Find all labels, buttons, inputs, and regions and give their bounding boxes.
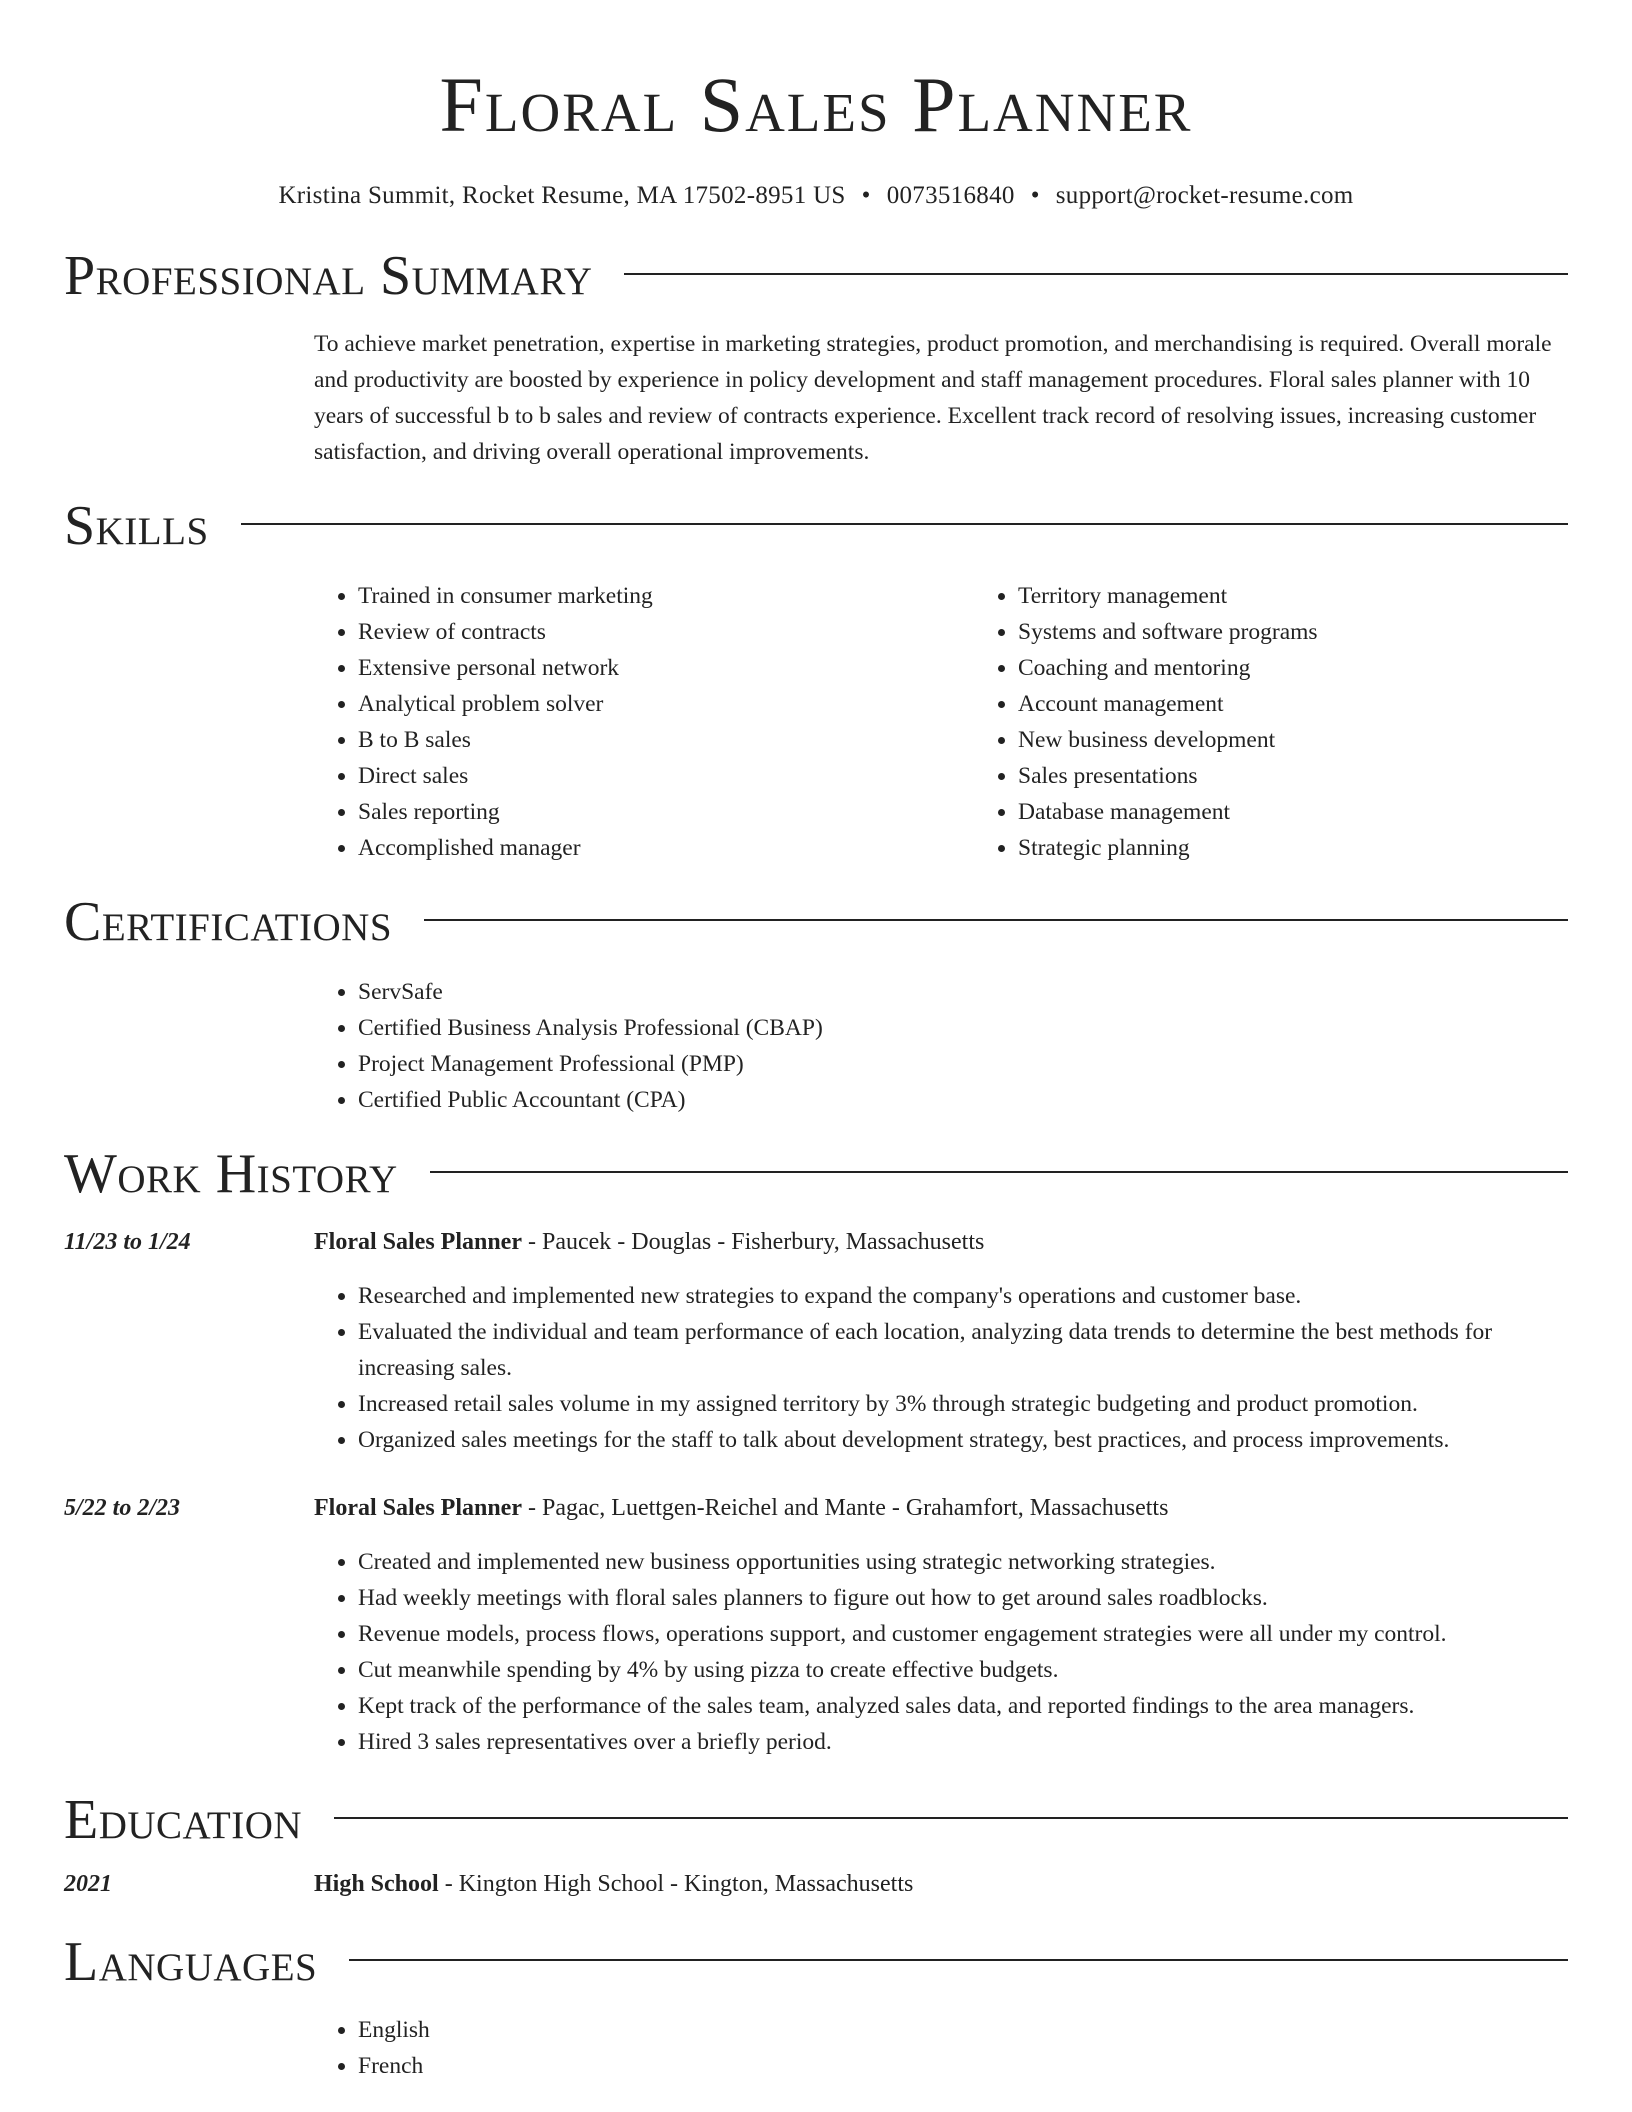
section-divider <box>430 1171 1568 1173</box>
job-header <box>64 1224 1568 1260</box>
job-employer: - Paucek - Douglas - Fisherbury, Massachusetts <box>521 1229 985 1255</box>
job-date: 11/23 to 1/24 <box>64 1229 191 1255</box>
job-bullet: • Cut meanwhile spending by 4% by using pizza to create effective budgets. <box>358 1652 1568 1688</box>
education-title <box>314 1866 913 1902</box>
skills-list <box>314 578 1568 866</box>
contact-separator: • <box>861 182 871 209</box>
skill-item: • Territory management <box>1018 578 1632 614</box>
skill-item: • Sales reporting <box>358 794 974 830</box>
section-education-header <box>64 1789 1568 1851</box>
job-header <box>64 1490 1568 1526</box>
section-heading: Education <box>64 1789 303 1851</box>
skill-item: • Sales presentations <box>1018 758 1632 794</box>
summary-block <box>314 326 1568 470</box>
job-bullet: • Researched and implemented new strategies to expand the company's operations and customer base. <box>358 1278 1568 1314</box>
job-title-line <box>314 1490 1168 1526</box>
job-bullet: • Had weekly meetings with floral sales planners to figure out how to get around sales roadblocks. <box>358 1580 1568 1616</box>
section-work-header <box>64 1143 1568 1205</box>
skill-item: • Coaching and mentoring <box>1018 650 1632 686</box>
job-bullet: • Increased retail sales volume in my assigned territory by 3% through strategic budgeting and product promotion. <box>358 1386 1568 1422</box>
job-bullets <box>314 1278 1568 1458</box>
skill-item: • Account management <box>1018 686 1632 722</box>
job-bullet: • Revenue models, process flows, operations support, and customer engagement strategies were all under my control. <box>358 1616 1568 1652</box>
job-date: 5/22 to 2/23 <box>64 1495 181 1521</box>
contact-line <box>64 182 1568 210</box>
job-bullet: • Hired 3 sales representatives over a briefly period. <box>358 1724 1568 1760</box>
education-date: 2021 <box>64 1871 112 1897</box>
skills-column-right <box>974 578 1632 866</box>
skill-item: • Analytical problem solver <box>358 686 974 722</box>
section-skills-header <box>64 495 1568 557</box>
skill-item: • Strategic planning <box>1018 830 1632 866</box>
section-certifications-header <box>64 891 1568 953</box>
certifications-list <box>314 974 1568 1118</box>
job-entry <box>64 1490 1568 1760</box>
skill-item: • Review of contracts <box>358 614 974 650</box>
job-bullet-list <box>314 1278 1568 1458</box>
section-heading: Certifications <box>64 891 393 953</box>
contact-email: support@rocket-resume.com <box>1055 182 1354 209</box>
skill-item: • Accomplished manager <box>358 830 974 866</box>
job-entry <box>64 1224 1568 1458</box>
job-bullets <box>314 1544 1568 1760</box>
languages-block <box>314 2012 1568 2084</box>
job-bullet: • Evaluated the individual and team performance of each location, analyzing data trends to determine the best methods for increasing sales. <box>358 1314 1568 1386</box>
skill-item: • Extensive personal network <box>358 650 974 686</box>
skill-item: • New business development <box>1018 722 1632 758</box>
section-divider <box>241 523 1568 525</box>
language-item: • English <box>358 2012 1568 2048</box>
skill-item: • Direct sales <box>358 758 974 794</box>
job-title: Floral Sales Planner <box>314 1495 522 1521</box>
section-summary-header <box>64 245 1568 307</box>
section-divider <box>349 1959 1568 1961</box>
section-heading: Professional Summary <box>64 245 593 307</box>
section-heading: Work History <box>64 1143 398 1205</box>
section-heading: Skills <box>64 495 209 557</box>
certification-item: • Project Management Professional (PMP) <box>358 1046 1568 1082</box>
certification-item: • Certified Public Accountant (CPA) <box>358 1082 1568 1118</box>
job-title: Floral Sales Planner <box>314 1229 522 1255</box>
section-divider <box>624 273 1568 275</box>
job-bullet: • Created and implemented new business opportunities using strategic networking strategies. <box>358 1544 1568 1580</box>
education-school: - Kington High School - Kington, Massachusetts <box>438 1871 914 1897</box>
skills-column-left <box>314 578 974 866</box>
resume-name: Floral Sales Planner <box>439 61 1193 148</box>
job-bullet-list <box>314 1544 1568 1760</box>
section-heading: Languages <box>64 1931 318 1993</box>
certification-item: • Certified Business Analysis Professional (CBAP) <box>358 1010 1568 1046</box>
skill-item: • Systems and software programs <box>1018 614 1632 650</box>
contact-phone: 0073516840 <box>886 182 1015 209</box>
contact-address: Kristina Summit, Rocket Resume, MA 17502-8951 US <box>278 182 846 209</box>
section-languages-header <box>64 1931 1568 1993</box>
summary-text: To achieve market penetration, expertise in marketing strategies, product promotion, and merchandising is required. Overall morale and productivity are boosted by experience in policy development and staff management procedures. Floral sales planner with 10 years of successful b to b sales and review of contracts experience. Excellent track record of resolving issues, increasing customer satisfaction, and driving overall operational improvements. <box>314 331 1552 465</box>
section-divider <box>424 919 1568 921</box>
job-bullet: • Kept track of the performance of the sales team, analyzed sales data, and reported findings to the area managers. <box>358 1688 1568 1724</box>
job-bullet: • Organized sales meetings for the staff to talk about development strategy, best practices, and process improvements. <box>358 1422 1568 1458</box>
work-history-list <box>64 1224 1568 1760</box>
job-title-line <box>314 1224 984 1260</box>
certification-item: • ServSafe <box>358 974 1568 1010</box>
language-item: • French <box>358 2048 1568 2084</box>
skill-item: • Trained in consumer marketing <box>358 578 974 614</box>
education-entry <box>64 1866 1568 1902</box>
languages-list <box>314 2012 1568 2084</box>
contact-separator: • <box>1030 182 1040 209</box>
education-degree: High School <box>314 1871 439 1897</box>
skill-item: • B to B sales <box>358 722 974 758</box>
section-divider <box>334 1817 1568 1819</box>
job-employer: - Pagac, Luettgen-Reichel and Mante - Grahamfort, Massachusetts <box>521 1495 1169 1521</box>
certifications-block <box>314 974 1568 1118</box>
skill-item: • Database management <box>1018 794 1632 830</box>
